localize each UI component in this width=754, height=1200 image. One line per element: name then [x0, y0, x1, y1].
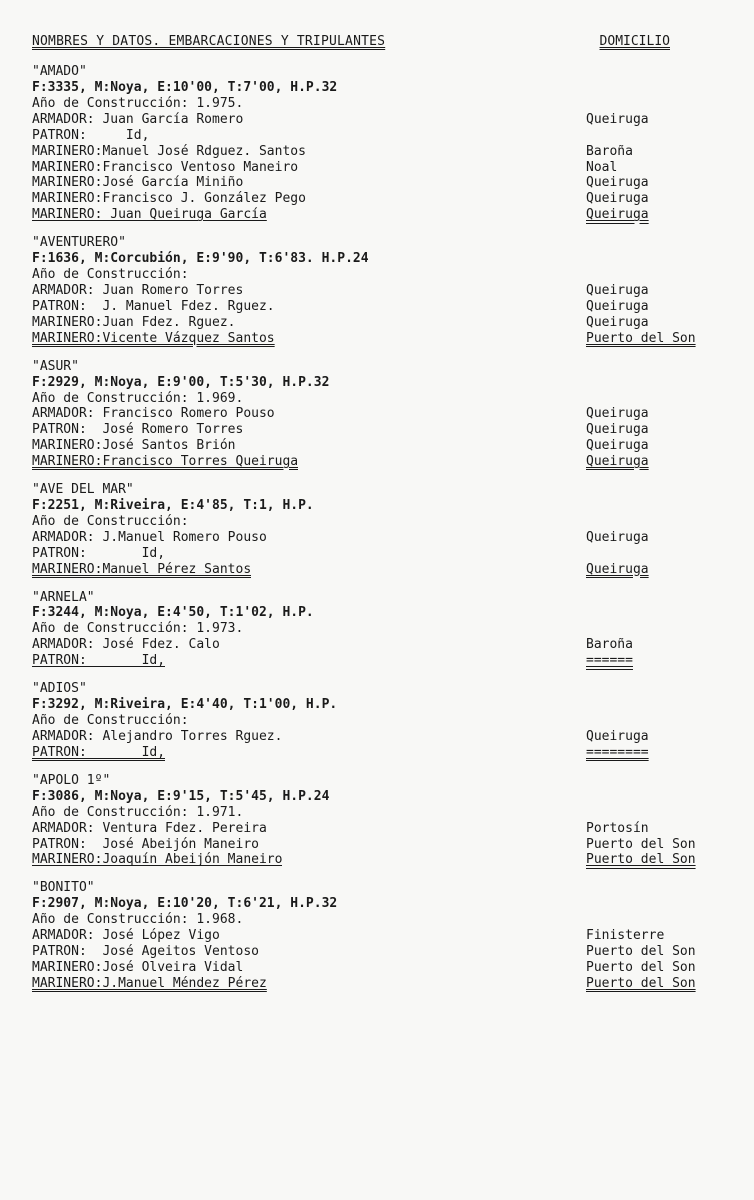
crew-domicile: Queiruga	[586, 298, 649, 314]
construction-year	[32, 96, 722, 112]
crew-row	[32, 960, 722, 976]
construction-year-text: Año de Construcción:	[32, 513, 189, 529]
crew-domicile: Puerto del Son	[586, 852, 696, 868]
crew-member: ARMADOR: Juan Romero Torres	[32, 282, 244, 298]
crew-member: ARMADOR: Alejandro Torres Rguez.	[32, 729, 283, 744]
crew-member: ARMADOR: Ventura Fdez. Pereira	[32, 820, 267, 836]
crew-domicile: Baroña	[586, 637, 633, 653]
header-title: NOMBRES Y DATOS. EMBARCACIONES Y TRIPULANTES	[32, 34, 386, 49]
vessel-specs: F:3244, M:Noya, E:4'50, T:1'02, H.P.	[32, 605, 314, 621]
vessel-name: "ARNELA"	[32, 589, 95, 605]
crew-member: ARMADOR: José Fdez. Calo	[32, 637, 220, 653]
construction-year-text: Año de Construcción:	[32, 713, 189, 729]
crew-row	[32, 422, 722, 438]
crew-domicile: Portosín	[586, 820, 649, 836]
document-page	[32, 34, 722, 1004]
crew-member: PATRON: José Romero Torres	[32, 422, 244, 438]
construction-year	[32, 805, 722, 821]
construction-year-text: Año de Construcción: 1.968.	[32, 912, 244, 928]
construction-year-text: Año de Construcción: 1.969.	[32, 390, 244, 406]
vessel-entry	[32, 482, 722, 578]
construction-year	[32, 514, 722, 530]
crew-member: PATRON: Id,	[32, 744, 166, 760]
crew-member: MARINERO:Manuel Pérez Santos	[32, 561, 252, 577]
vessel-name: "AVE DEL MAR"	[32, 482, 134, 498]
construction-year	[32, 621, 722, 637]
crew-domicile: Queiruga	[586, 422, 649, 438]
crew-row	[32, 112, 722, 128]
construction-year	[32, 267, 722, 283]
crew-row	[32, 454, 722, 470]
crew-domicile: Queiruga	[586, 282, 649, 298]
document-header	[32, 34, 722, 50]
construction-year	[32, 912, 722, 928]
crew-member: PATRON: Id,	[32, 127, 150, 143]
crew-domicile: Baroña	[586, 143, 633, 159]
construction-year-text: Año de Construcción: 1.973.	[32, 621, 244, 637]
crew-member: PATRON: Id,	[32, 545, 166, 561]
vessel-entry	[32, 681, 722, 761]
crew-domicile: Puerto del Son	[586, 959, 696, 975]
crew-row	[32, 837, 722, 853]
crew-domicile: Puerto del Son	[586, 330, 696, 346]
vessel-entry	[32, 773, 722, 869]
crew-row	[32, 406, 722, 422]
crew-domicile: ========	[586, 744, 649, 760]
crew-member: MARINERO:Juan Fdez. Rguez.	[32, 314, 236, 330]
crew-member: PATRON: José Abeijón Maneiro	[32, 836, 259, 852]
vessel-name: "AVENTURERO"	[32, 235, 126, 251]
crew-domicile: Puerto del Son	[586, 944, 696, 960]
crew-row	[32, 852, 722, 868]
vessel-specs: F:2907, M:Noya, E:10'20, T:6'21, H.P.32	[32, 896, 338, 912]
crew-member: PATRON: J. Manuel Fdez. Rguez.	[32, 298, 275, 314]
crew-row	[32, 928, 722, 944]
vessel-specs: F:1636, M:Corcubión, E:9'90, T:6'83. H.P.24	[32, 251, 369, 267]
crew-member: MARINERO:Vicente Vázquez Santos	[32, 330, 275, 346]
crew-member: ARMADOR: J.Manuel Romero Pouso	[32, 529, 267, 545]
crew-domicile: Queiruga	[586, 729, 649, 744]
crew-row	[32, 299, 722, 315]
crew-row	[32, 160, 722, 176]
crew-domicile: Puerto del Son	[586, 975, 696, 991]
crew-member: MARINERO:Francisco Torres Queiruga	[32, 454, 299, 470]
crew-member: ARMADOR: Juan García Romero	[32, 111, 244, 127]
crew-row	[32, 546, 722, 562]
construction-year-text: Año de Construcción: 1.971.	[32, 804, 244, 820]
crew-row	[32, 562, 722, 578]
vessel-name: "AMADO"	[32, 64, 87, 79]
vessel-specs: F:3292, M:Riveira, E:4'40, T:1'00, H.P.	[32, 697, 338, 713]
crew-domicile: Queiruga	[586, 406, 649, 422]
crew-member: MARINERO:Francisco J. González Pego	[32, 191, 306, 207]
crew-member: MARINERO:José García Miniño	[32, 175, 244, 191]
crew-domicile: Queiruga	[586, 191, 649, 207]
vessel-specs: F:3086, M:Noya, E:9'15, T:5'45, H.P.24	[32, 788, 330, 804]
crew-row	[32, 331, 722, 347]
vessel-name: "APOLO 1º"	[32, 772, 111, 788]
crew-domicile: Queiruga	[586, 175, 649, 191]
crew-domicile: Noal	[586, 159, 618, 175]
crew-domicile: Queiruga	[586, 454, 649, 470]
crew-member: MARINERO:Joaquín Abeijón Maneiro	[32, 852, 283, 868]
crew-domicile: Finisterre	[586, 928, 665, 944]
vessel-name: "ASUR"	[32, 358, 79, 374]
crew-row	[32, 637, 722, 653]
construction-year	[32, 391, 722, 407]
crew-member: PATRON: José Ageitos Ventoso	[32, 944, 259, 960]
crew-domicile: Queiruga	[586, 207, 649, 223]
crew-member: MARINERO:Manuel José Rdguez. Santos	[32, 143, 306, 159]
crew-domicile: Queiruga	[586, 438, 649, 454]
crew-row	[32, 821, 722, 837]
crew-row	[32, 729, 722, 745]
vessel-name: "ADIOS"	[32, 681, 87, 697]
crew-row	[32, 745, 722, 761]
construction-year	[32, 713, 722, 729]
vessel-specs: F:2251, M:Riveira, E:4'85, T:1, H.P.	[32, 497, 314, 513]
crew-row	[32, 144, 722, 160]
crew-row	[32, 191, 722, 207]
crew-row	[32, 438, 722, 454]
crew-domicile: Queiruga	[586, 529, 649, 545]
vessel-name: "BONITO"	[32, 880, 95, 896]
construction-year-text: Año de Construcción: 1.975.	[32, 95, 244, 111]
crew-row	[32, 976, 722, 992]
vessel-specs: F:3335, M:Noya, E:10'00, T:7'00, H.P.32	[32, 79, 338, 95]
crew-domicile: Queiruga	[586, 561, 649, 577]
vessel-entry	[32, 64, 722, 223]
crew-row	[32, 653, 722, 669]
vessel-specs: F:2929, M:Noya, E:9'00, T:5'30, H.P.32	[32, 374, 330, 390]
vessel-entry	[32, 880, 722, 991]
vessel-entry	[32, 235, 722, 346]
vessel-entry	[32, 359, 722, 470]
crew-domicile	[586, 546, 722, 562]
crew-row	[32, 175, 722, 191]
vessel-entry	[32, 590, 722, 670]
crew-domicile: ======	[586, 653, 633, 669]
crew-member: MARINERO:Francisco Ventoso Maneiro	[32, 159, 299, 175]
crew-row	[32, 530, 722, 546]
crew-member: MARINERO: Juan Queiruga García	[32, 207, 267, 223]
crew-domicile: Queiruga	[586, 314, 649, 330]
crew-member: MARINERO:José Olveira Vidal	[32, 959, 244, 975]
header-domicilio: DOMICILIO	[599, 34, 670, 49]
crew-member: MARINERO:José Santos Brión	[32, 438, 236, 454]
crew-member: PATRON: Id,	[32, 653, 166, 669]
crew-row	[32, 944, 722, 960]
crew-domicile: Queiruga	[586, 111, 649, 127]
crew-row	[32, 207, 722, 223]
crew-domicile	[586, 128, 722, 144]
crew-member: ARMADOR: Francisco Romero Pouso	[32, 406, 275, 422]
crew-member: MARINERO:J.Manuel Méndez Pérez	[32, 975, 267, 991]
construction-year-text: Año de Construcción:	[32, 267, 189, 283]
crew-row	[32, 128, 722, 144]
crew-member: ARMADOR: José López Vigo	[32, 928, 220, 944]
vessel-list	[32, 64, 722, 992]
crew-row	[32, 283, 722, 299]
crew-row	[32, 315, 722, 331]
crew-domicile: Puerto del Son	[586, 836, 696, 852]
